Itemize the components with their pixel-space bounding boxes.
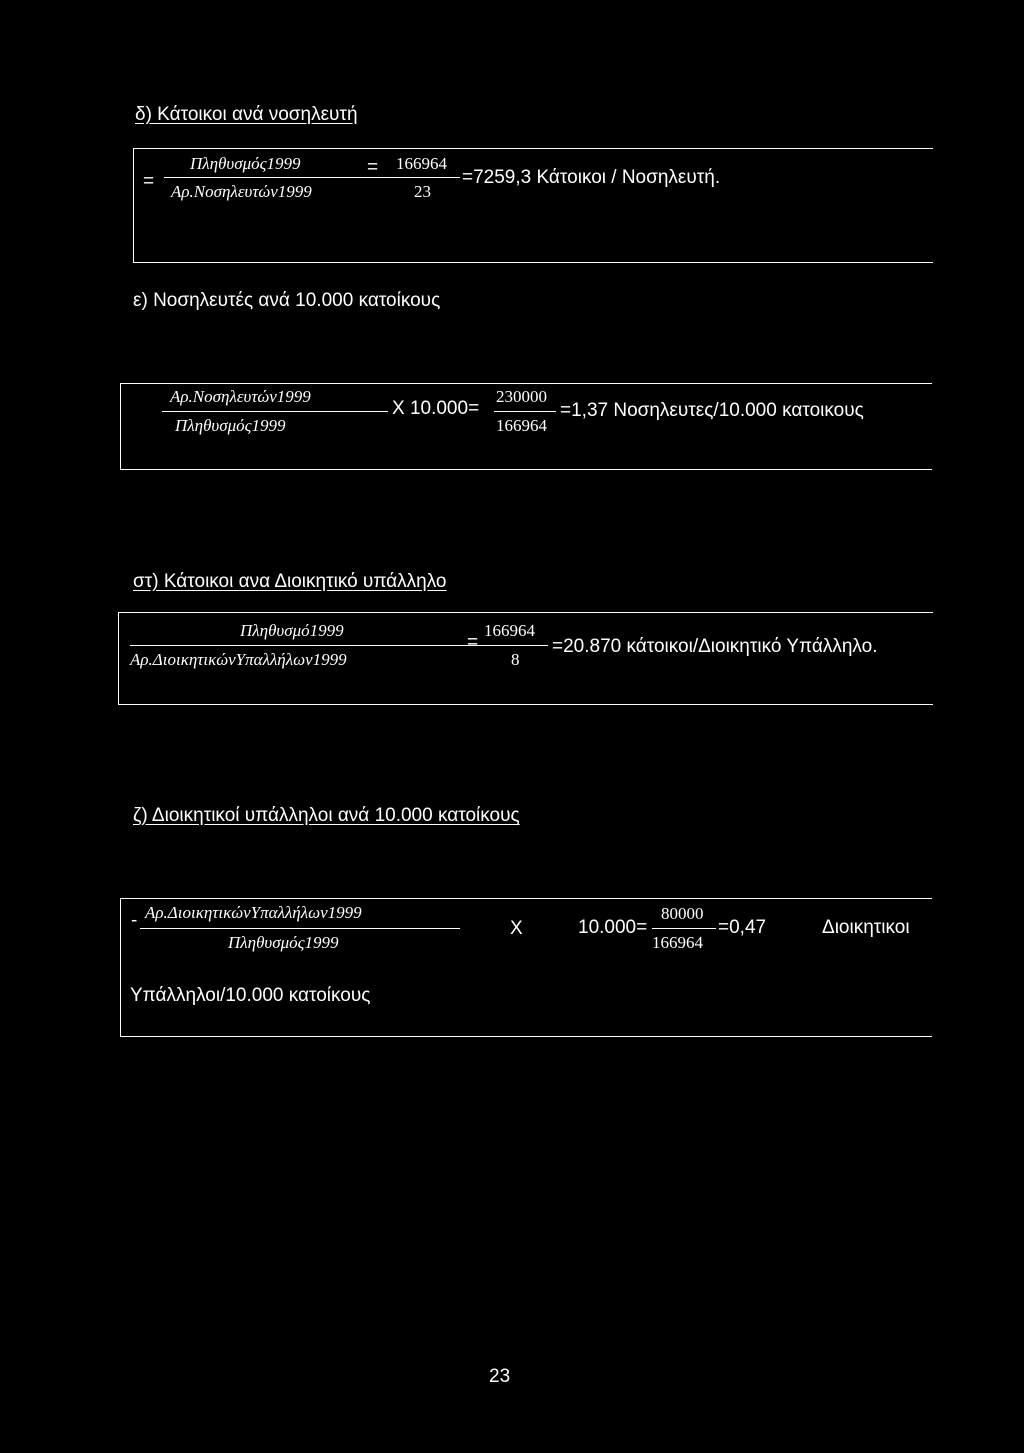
numerator-label: Πληθυσμό1999: [240, 621, 344, 640]
mid-eq-sign: =: [367, 157, 379, 178]
result-line-2: Υπάλληλοι/10.000 κατοίκους: [130, 985, 371, 1006]
times-sign: X: [510, 918, 523, 939]
denominator-value: 23: [414, 182, 431, 201]
fraction-bar: [162, 411, 388, 412]
fraction-bar: [480, 645, 548, 646]
denominator-label: Αρ.Νοσηλευτών1999: [171, 182, 312, 201]
multiplier-text: 10.000=: [578, 917, 648, 938]
heading-z: ζ) Διοικητικοί υπάλληλοι ανά 10.000 κατοίκους: [133, 805, 520, 826]
result-text: =7259,3 Κάτοικοι / Νοσηλευτή.: [462, 167, 721, 188]
denominator-value: 166964: [496, 416, 547, 435]
heading-d: δ) Κάτοικοι ανά νοσηλευτή: [135, 104, 358, 125]
numerator-value: 166964: [396, 154, 447, 173]
result-text: =20.870 κάτοικοι/Διοικητικό Υπάλληλο.: [552, 636, 878, 657]
numerator-value: 80000: [661, 904, 704, 923]
heading-st: στ) Κάτοικοι ανα Διοικητικό υπάλληλο: [133, 571, 447, 592]
fraction-bar: [164, 177, 396, 178]
fraction-bar: [130, 645, 480, 646]
denominator-label: Πληθυσμός1999: [175, 416, 286, 435]
numerator-label: Αρ.Νοσηλευτών1999: [170, 387, 311, 406]
numerator-label: Πληθυσμός1999: [190, 154, 301, 173]
result-value: =0,47: [718, 917, 767, 938]
numerator-label: Αρ.ΔιοικητικώνΥπαλλήλων1999: [145, 903, 362, 922]
multiplier-text: X 10.000=: [392, 398, 480, 419]
denominator-label: Πληθυσμός1999: [228, 933, 339, 952]
eq-sign: =: [143, 171, 155, 192]
result-tail: Διοικητικοι: [822, 917, 910, 938]
heading-e: ε) Νοσηλευτές ανά 10.000 κατοίκους: [133, 290, 441, 311]
leading-dash: -: [131, 910, 138, 931]
mid-eq-sign: =: [467, 632, 479, 653]
denominator-label: Αρ.ΔιοικητικώνΥπαλλήλων1999: [130, 650, 347, 669]
fraction-bar: [494, 411, 556, 412]
result-text: =1,37 Νοσηλευτες/10.000 κατοικους: [560, 400, 864, 421]
fraction-bar: [652, 928, 716, 929]
fraction-bar: [140, 928, 460, 929]
numerator-value: 166964: [484, 621, 535, 640]
numerator-value: 230000: [496, 387, 547, 406]
fraction-bar: [394, 177, 460, 178]
page-number: 23: [489, 1366, 511, 1387]
denominator-value: 8: [511, 650, 520, 669]
denominator-value: 166964: [652, 933, 703, 952]
